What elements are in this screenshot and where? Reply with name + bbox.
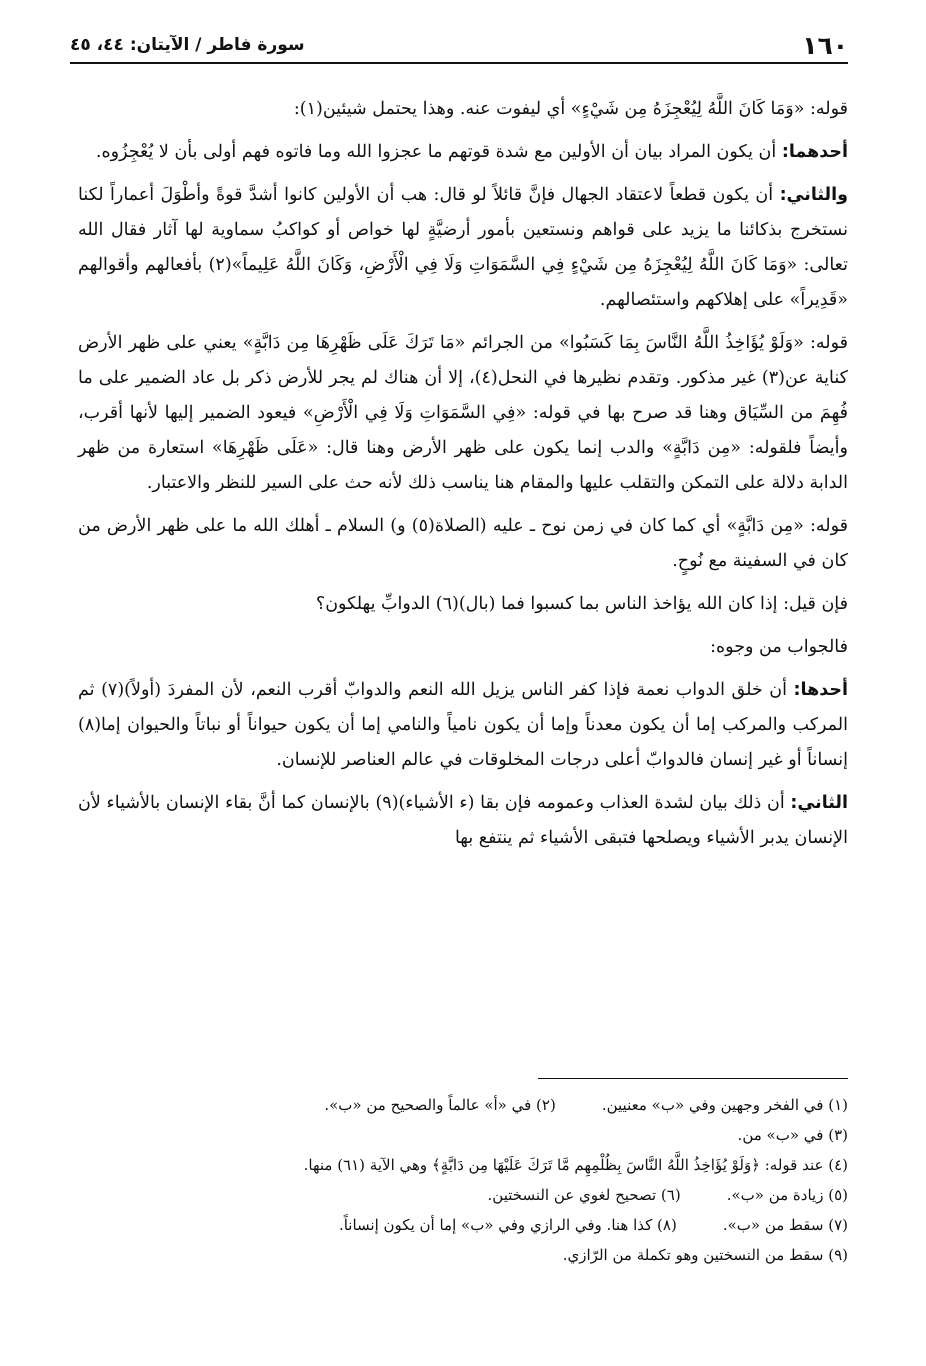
footnotes xyxy=(78,1090,848,1270)
footnote: (٧) سقط من «ب». xyxy=(722,1216,848,1234)
paragraph-lead: أحدهما: xyxy=(781,142,848,162)
running-title: سورة فاطر / الآيتان: ٤٤، ٤٥ xyxy=(70,35,305,55)
paragraph xyxy=(78,509,848,579)
footnote-row xyxy=(78,1180,848,1210)
paragraph-text: قوله: «مِن دَابَّةٍ» أي كما كان في زمن نوح ـ عليه (الصلاة(٥) و) السلام ـ أهلك الله ما على ظهر الأرض من كان في السفينة مع نُوحٍ. xyxy=(78,516,848,571)
paragraph-text: أن ذلك بيان لشدة العذاب وعمومه فإن بقا (ء الأشياء)(٩) بالإنسان كما أنَّ بقاء الإنسان بالأشياء لأن الإنسان يدبر الأشياء ويصلحها فتبقى الأشياء ثم ينتفع بها xyxy=(78,793,848,848)
paragraph-lead: الثاني: xyxy=(790,793,848,813)
footnote: (٢) في «أ» عالماً والصحيح من «ب». xyxy=(324,1096,556,1114)
paragraph xyxy=(78,92,848,127)
paragraph-text: فإن قيل: إذا كان الله يؤاخذ الناس بما كسبوا فما (بال)(٦) الدوابِّ يهلكون؟ xyxy=(315,594,848,614)
page-header xyxy=(70,28,848,64)
main-text xyxy=(78,92,848,864)
footnote: (٨) كذا هنا. وفي الرازي وفي «ب» إما أن يكون إنساناً. xyxy=(338,1216,677,1234)
paragraph-text: أن يكون قطعاً لاعتقاد الجهال فإنَّ قائلاً لو قال: هب أن الأولين كانوا أشدَّ قوةً وأطْوَلَ أعماراً لكنا نستخرج بذكائنا ما يزيد على قواهم ونستعين بأمور أرضيَّةٍ لها خواص أو كواكبُ سماوية لها آثار فقال الله تعالى: «وَمَا كَانَ اللَّهُ لِيُعْجِزَهُ مِن شَيْءٍ فِي السَّمَوَاتِ وَلَا فِي الْأَرْضِ، وَكَانَ اللَّهُ عَلِيماً»(٢) بأفعالهم وأقوالهم «قَدِيراً» على إهلاكهم واستئصالهم. xyxy=(78,185,848,310)
paragraph xyxy=(78,135,848,170)
paragraph-lead: والثاني: xyxy=(779,185,848,205)
paragraph-text: قوله: «وَمَا كَانَ اللَّهُ لِيُعْجِزَهُ مِن شَيْءٍ» أي ليفوت عنه. وهذا يحتمل شيئين(١): xyxy=(293,99,848,119)
paragraph xyxy=(78,326,848,501)
footnote: (٣) في «ب» من. xyxy=(737,1126,848,1144)
paragraph-text: قوله: «وَلَوْ يُؤَاخِذُ اللَّهُ النَّاسَ بِمَا كَسَبُوا» من الجرائم «مَا تَرَكَ عَلَى ظَهْرِهَا مِن دَابَّةٍ» يعني على ظهر الأرض كناية عن(٣) غير مذكور. وتقدم نظيرها في النحل(٤)، إلا أن هناك لم يجر للأرض ذكر بل عاد الضمير على ما فُهِمَ من السِّيَاق وهنا قد صرح بها في قوله: «فِي السَّمَوَاتِ وَلَا فِي الْأَرْضِ» فيعود الضمير إليها لأنها أقرب، وأيضاً فلقوله: «مِن دَابَّةٍ» والدب إنما يكون على ظهر الأرض وهنا قال: «عَلَى ظَهْرِهَا» استعارة من ظهر الدابة دلالة على التمكن والتقلب عليها والمقام هنا يناسب ذلك لأنه حث على السير للنظر والاعتبار. xyxy=(78,333,849,493)
footnote-row xyxy=(78,1150,848,1180)
paragraph-lead: أحدها: xyxy=(793,680,848,700)
footnote: (٥) زيادة من «ب». xyxy=(726,1186,848,1204)
paragraph-text: أن خلق الدواب نعمة فإذا كفر الناس يزيل الله النعم والدوابّ أقرب النعم، لأن المفردَ (أولاً)(٧) ثم المركب والمركب إما أن يكون معدناً وإما أن يكون نامياً والنامي إما أن يكون حيواناً أو نباتاً والحيوان إما(٨) إنساناً أو غير إنسان فالدوابّ أعلى درجات المخلوقات في عالم العناصر للإنسان. xyxy=(78,680,848,770)
page-number: ١٦٠ xyxy=(802,30,848,60)
footnote: (١) في الفخر وجهين وفي «ب» معنيين. xyxy=(601,1096,848,1114)
footnote: (٦) تصحيح لغوي عن النسختين. xyxy=(487,1186,681,1204)
paragraph xyxy=(78,630,848,665)
footnote: (٩) سقط من النسختين وهو تكملة من الرّازي. xyxy=(562,1246,848,1264)
footnote-row xyxy=(78,1120,848,1150)
paragraph xyxy=(78,587,848,622)
footnote-row xyxy=(78,1090,848,1120)
paragraph xyxy=(78,178,848,318)
footnote-divider xyxy=(538,1078,848,1079)
footnote-row xyxy=(78,1210,848,1240)
footnote: (٤) عند قوله: ﴿وَلَوْ يُؤَاخِذُ اللَّهُ النَّاسَ بِظُلْمِهِم مَّا تَرَكَ عَلَيْهَا مِن دَابَّةٍ﴾ وهي الآية (٦١) منها. xyxy=(303,1156,848,1174)
paragraph-text: فالجواب من وجوه: xyxy=(710,637,848,657)
paragraph xyxy=(78,786,848,856)
footnote-row xyxy=(78,1240,848,1270)
paragraph xyxy=(78,673,848,778)
paragraph-text: أن يكون المراد بيان أن الأولين مع شدة قوتهم ما عجزوا الله وما فاتوه فهم أولى بأن لا يُعْجِزُوه. xyxy=(95,142,777,162)
